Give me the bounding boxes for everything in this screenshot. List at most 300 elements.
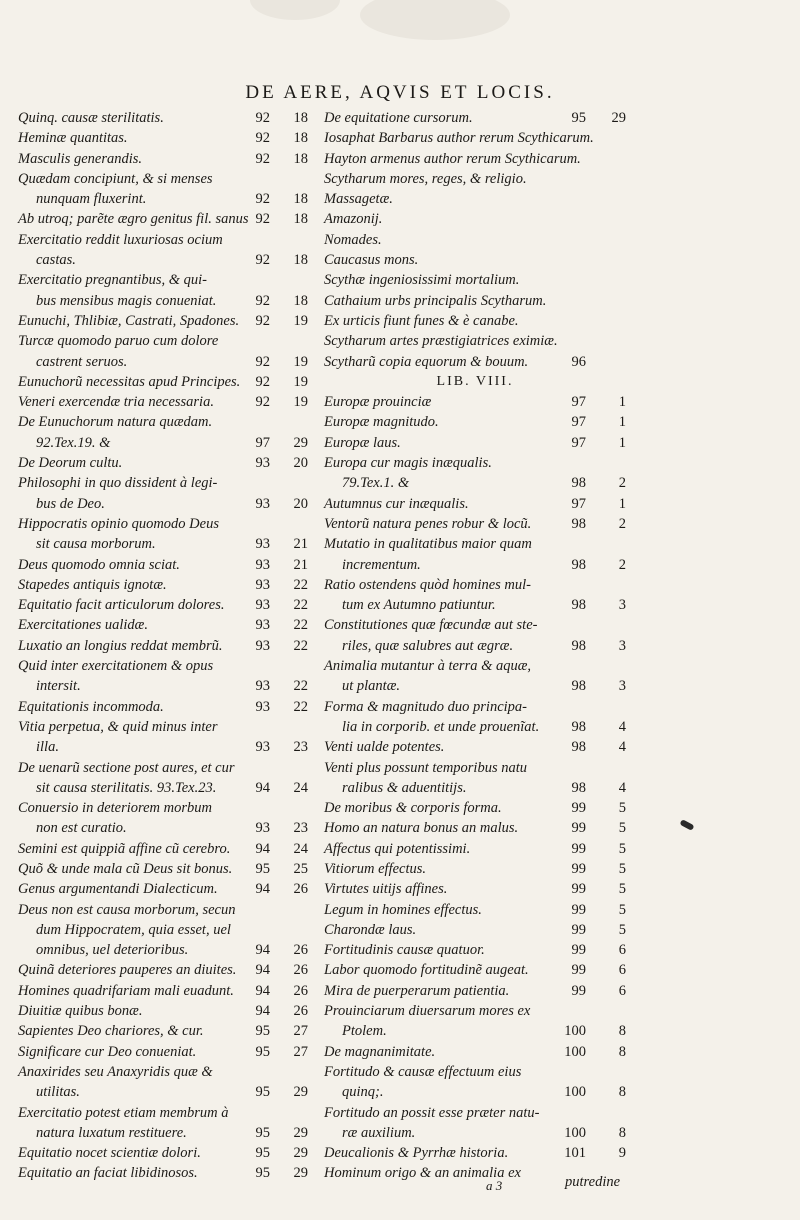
index-entry <box>18 818 316 838</box>
index-entry <box>18 169 316 189</box>
entry-text: Ex urticis fiunt funes & è canabe. <box>324 312 519 329</box>
index-entry <box>18 656 316 676</box>
section-number: 25 <box>293 860 308 877</box>
page-number: 92 <box>255 252 270 269</box>
index-entry <box>324 575 626 595</box>
entry-text: Fortitudinis causæ quatuor. <box>324 942 485 959</box>
index-entry <box>324 676 626 696</box>
index-entry <box>18 575 316 595</box>
section-number: 5 <box>618 800 626 817</box>
entry-text: Animalia mutantur à terra & aquæ, <box>324 658 532 675</box>
index-entry <box>18 940 316 960</box>
section-number: 5 <box>618 840 626 857</box>
entry-text: 79.Tex.1. & <box>342 475 410 492</box>
page-number: 99 <box>571 840 586 857</box>
index-entry <box>18 392 316 412</box>
entry-text: Caucasus mons. <box>324 252 419 269</box>
section-number: 18 <box>293 110 308 126</box>
page-number: 95 <box>255 1084 270 1101</box>
section-number: 1 <box>618 414 626 431</box>
index-entry <box>18 250 316 270</box>
page-number: 94 <box>255 982 270 999</box>
entry-text: Mutatio in qualitatibus maior quam <box>324 536 532 553</box>
section-number: 5 <box>618 860 626 877</box>
page-number: 92 <box>255 312 270 329</box>
entry-text: Mira de puerperarum patientia. <box>324 982 510 999</box>
page-number: 93 <box>255 739 270 756</box>
entry-text: Ventorũ natura penes robur & locũ. <box>324 515 532 532</box>
index-entry <box>18 960 316 980</box>
page-number: 98 <box>571 597 586 614</box>
section-number: 22 <box>293 698 308 715</box>
index-entry <box>324 697 626 717</box>
index-entry <box>324 169 626 189</box>
page-number: 92 <box>255 394 270 411</box>
entry-text: Ab utroq; parẽte ægro genitus fil. sanus <box>18 211 249 228</box>
page-number: 99 <box>571 942 586 959</box>
entry-text: Eunuchi, Thlibiæ, Castrati, Spadones. <box>18 312 240 329</box>
entry-text: ut plantæ. <box>342 678 401 695</box>
section-number: 22 <box>293 678 308 695</box>
index-entry <box>324 1082 626 1102</box>
entry-text: 92.Tex.19. & <box>36 434 111 451</box>
index-entry <box>18 1021 316 1041</box>
entry-text: Massagetæ. <box>324 191 393 208</box>
entry-text: Exercitatio pregnantibus, & qui- <box>18 272 208 289</box>
entry-text: Deus quomodo omnia sciat. <box>18 556 180 573</box>
entry-text: Constitutiones quæ fœcundæ aut ste- <box>324 617 538 634</box>
entry-text: Hominum origo & an animalia ex <box>324 1165 521 1182</box>
entry-text: Homines quadrifariam mali euadunt. <box>18 982 234 999</box>
page-number: 98 <box>571 739 586 756</box>
section-number: 4 <box>618 739 626 756</box>
page-number: 100 <box>564 1023 586 1040</box>
entry-text: Deucalionis & Pyrrhæ historia. <box>324 1145 509 1162</box>
index-entry <box>324 392 626 412</box>
page-number: 92 <box>255 191 270 208</box>
page-number: 99 <box>571 820 586 837</box>
section-number: 29 <box>293 1165 308 1182</box>
page-number: 99 <box>571 881 586 898</box>
index-entry <box>18 433 316 453</box>
entry-text: Cathaium urbs principalis Scytharum. <box>324 292 547 309</box>
section-number: 3 <box>618 597 626 614</box>
section-number: 24 <box>293 779 308 796</box>
index-entry <box>18 108 316 128</box>
index-entry <box>18 636 316 656</box>
entry-text: Exercitatio reddit luxuriosas ocium <box>18 231 223 248</box>
index-entry <box>324 108 626 128</box>
page-number: 95 <box>255 860 270 877</box>
page-number: 93 <box>255 698 270 715</box>
entry-text: Quinã deteriores pauperes an diuites. <box>18 962 237 979</box>
page-number: 98 <box>571 515 586 532</box>
section-number: 20 <box>293 455 308 472</box>
page-number: 97 <box>571 495 586 512</box>
section-number: 18 <box>293 292 308 309</box>
entry-text: Affectus qui potentissimi. <box>324 840 471 857</box>
page-number: 98 <box>571 718 586 735</box>
section-number: 26 <box>293 1003 308 1020</box>
section-number: 19 <box>293 394 308 411</box>
entry-text: bus mensibus magis conueniat. <box>36 292 217 309</box>
section-number: 22 <box>293 617 308 634</box>
page-number: 93 <box>255 455 270 472</box>
section-number: 6 <box>618 982 626 999</box>
entry-text: Iosaphat Barbarus author rerum Scythicarum. <box>324 130 594 147</box>
index-column-right <box>324 108 626 1184</box>
page-number: 94 <box>255 840 270 857</box>
entry-text: Philosophi in quo dissident à legi- <box>18 475 218 492</box>
index-entry <box>324 473 626 493</box>
entry-text: Europa cur magis inæqualis. <box>324 455 492 472</box>
entry-text: LIB. VIII. <box>436 373 514 389</box>
entry-text: castrent seruos. <box>36 353 128 370</box>
index-entry <box>324 900 626 920</box>
entry-text: Exercitationes ualidæ. <box>18 617 148 634</box>
index-entry <box>324 209 626 229</box>
entry-text: Virtutes uitijs affines. <box>324 881 448 898</box>
index-entry <box>18 209 316 229</box>
index-entry <box>18 981 316 1001</box>
index-entry <box>18 270 316 290</box>
entry-text: Prouinciarum diuersarum mores ex <box>324 1003 531 1020</box>
entry-text: omnibus, uel deterioribus. <box>36 942 189 959</box>
section-number: 19 <box>293 373 308 390</box>
entry-text: Amazonij. <box>324 211 383 228</box>
section-number: 18 <box>293 191 308 208</box>
page-number: 98 <box>571 556 586 573</box>
entry-text: De Deorum cultu. <box>18 455 123 472</box>
index-entry <box>18 473 316 493</box>
index-entry <box>18 291 316 311</box>
entry-text: Eunuchorũ necessitas apud Principes. <box>18 373 241 390</box>
entry-text: Masculis generandis. <box>18 150 143 167</box>
entry-text: De uenarũ sectione post aures, et cur <box>18 759 235 776</box>
entry-text: De Eunuchorum natura quædam. <box>18 414 213 431</box>
page-number: 94 <box>255 942 270 959</box>
page-number: 93 <box>255 617 270 634</box>
index-entry <box>18 189 316 209</box>
index-entry <box>324 879 626 899</box>
index-entry <box>324 940 626 960</box>
index-entry <box>18 453 316 473</box>
section-number: 4 <box>618 718 626 735</box>
entry-text: Scytharum mores, reges, & religio. <box>324 170 527 187</box>
page-number: 97 <box>571 414 586 431</box>
page-number: 95 <box>255 1043 270 1060</box>
entry-text: castas. <box>36 252 76 269</box>
entry-text: De equitatione cursorum. <box>324 110 473 126</box>
index-entry <box>18 859 316 879</box>
entry-text: Venti plus possunt temporibus natu <box>324 759 528 776</box>
entry-text: Ratio ostendens quòd homines mul- <box>324 576 532 593</box>
entry-text: Europæ prouinciæ <box>324 394 432 411</box>
entry-text: Quid inter exercitationem & opus <box>18 658 214 675</box>
index-entry <box>18 514 316 534</box>
entry-text: Europæ laus. <box>324 434 401 451</box>
page-number: 99 <box>571 800 586 817</box>
entry-text: Anaxirides seu Anaxyridis quæ & <box>18 1063 213 1080</box>
section-number: 29 <box>293 1145 308 1162</box>
index-entry <box>324 595 626 615</box>
page-number: 92 <box>255 130 270 147</box>
entry-text: ræ auxilium. <box>342 1124 416 1141</box>
page-number: 95 <box>255 1165 270 1182</box>
index-entry <box>18 412 316 432</box>
section-number: 5 <box>618 921 626 938</box>
section-number: 26 <box>293 881 308 898</box>
entry-text: Conuersio in deteriorem morbum <box>18 800 212 817</box>
index-entry <box>324 433 626 453</box>
page-number: 99 <box>571 921 586 938</box>
entry-text: Homo an natura bonus an malus. <box>324 820 519 837</box>
page-number: 100 <box>564 1084 586 1101</box>
index-entry <box>18 494 316 514</box>
page-number: 92 <box>255 211 270 228</box>
entry-text: Hippocratis opinio quomodo Deus <box>18 515 219 532</box>
entry-text: Autumnus cur inæqualis. <box>324 495 469 512</box>
index-entry <box>324 615 626 635</box>
index-entry <box>324 1021 626 1041</box>
entry-text: Equitationis incommoda. <box>18 698 164 715</box>
section-number: 8 <box>618 1124 626 1141</box>
entry-text: Vitiorum effectus. <box>324 860 427 877</box>
page-number: 97 <box>571 394 586 411</box>
section-number: 18 <box>293 252 308 269</box>
entry-text: natura luxatum restituere. <box>36 1124 187 1141</box>
section-number: 23 <box>293 739 308 756</box>
index-entry <box>18 1082 316 1102</box>
entry-text: Nomades. <box>324 231 382 248</box>
page-number: 99 <box>571 982 586 999</box>
index-entry <box>324 412 626 432</box>
index-entry <box>18 1103 316 1123</box>
index-entry <box>324 920 626 940</box>
index-entry <box>18 1163 316 1183</box>
index-entry <box>18 900 316 920</box>
index-entry <box>324 250 626 270</box>
page-number: 95 <box>255 1145 270 1162</box>
section-number: 21 <box>293 556 308 573</box>
index-entry <box>324 291 626 311</box>
entry-text: ralibus & aduentitijs. <box>342 779 467 796</box>
entry-text: riles, quæ salubres aut ægræ. <box>342 637 514 654</box>
entry-text: Charondæ laus. <box>324 921 417 938</box>
index-entry <box>324 534 626 554</box>
entry-text: Quõ & unde mala cũ Deus sit bonus. <box>18 860 233 877</box>
index-entry <box>324 1001 626 1021</box>
index-entry <box>18 1042 316 1062</box>
index-entry <box>324 230 626 250</box>
entry-text: Quinq. causæ sterilitatis. <box>18 110 164 126</box>
entry-text: Ptolem. <box>342 1023 387 1040</box>
section-number: 26 <box>293 962 308 979</box>
section-number: 22 <box>293 637 308 654</box>
section-number: 4 <box>618 779 626 796</box>
page-number: 99 <box>571 860 586 877</box>
index-entry <box>18 615 316 635</box>
index-entry <box>18 555 316 575</box>
section-number: 9 <box>618 1145 626 1162</box>
index-entry <box>324 636 626 656</box>
entry-text: dum Hippocratem, quia esset, uel <box>36 921 231 938</box>
index-entry <box>324 859 626 879</box>
page-number: 92 <box>255 373 270 390</box>
section-number: 27 <box>293 1043 308 1060</box>
entry-text: Scythæ ingeniosissimi mortalium. <box>324 272 520 289</box>
page-number: 97 <box>571 434 586 451</box>
section-number: 29 <box>293 1084 308 1101</box>
section-number: 8 <box>618 1084 626 1101</box>
entry-text: Scytharũ copia equorum & bouum. <box>324 353 529 370</box>
entry-text: non est curatio. <box>36 820 127 837</box>
index-entry <box>324 514 626 534</box>
index-entry <box>324 656 626 676</box>
index-entry <box>324 1143 626 1163</box>
index-entry <box>18 839 316 859</box>
section-number: 1 <box>618 394 626 411</box>
index-entry <box>18 595 316 615</box>
section-number: 2 <box>618 515 626 532</box>
entry-text: De moribus & corporis forma. <box>324 800 502 817</box>
section-number: 22 <box>293 597 308 614</box>
section-number: 22 <box>293 576 308 593</box>
index-entry <box>324 352 626 372</box>
running-header: DE AERE, AQVIS ET LOCIS. <box>245 82 555 103</box>
index-entry <box>324 839 626 859</box>
index-entry <box>18 1143 316 1163</box>
page-number: 94 <box>255 881 270 898</box>
entry-text: nunquam fluxerint. <box>36 191 147 208</box>
section-number: 18 <box>293 130 308 147</box>
index-entry <box>324 737 626 757</box>
entry-text: Sapientes Deo chariores, & cur. <box>18 1023 204 1040</box>
page-number: 94 <box>255 779 270 796</box>
entry-text: Equitatio facit articulorum dolores. <box>18 597 225 614</box>
index-entry <box>324 1123 626 1143</box>
section-number: 23 <box>293 820 308 837</box>
page-number: 94 <box>255 1003 270 1020</box>
index-entry <box>18 1062 316 1082</box>
entry-text: Fortitudo an possit esse præter natu- <box>324 1104 540 1121</box>
entry-text: Europæ magnitudo. <box>324 414 439 431</box>
page-number: 93 <box>255 576 270 593</box>
entry-text: bus de Deo. <box>36 495 105 512</box>
index-entry <box>18 879 316 899</box>
section-number: 26 <box>293 942 308 959</box>
section-number: 3 <box>618 637 626 654</box>
index-entry <box>324 331 626 351</box>
index-entry <box>18 372 316 392</box>
entry-text: tum ex Autumno patiuntur. <box>342 597 496 614</box>
index-entry <box>324 494 626 514</box>
paper-stain <box>250 0 340 20</box>
index-entry <box>18 1001 316 1021</box>
ink-blot <box>679 819 694 831</box>
section-number: 2 <box>618 475 626 492</box>
entry-text: Stapedes antiquis ignotæ. <box>18 576 167 593</box>
page-number: 93 <box>255 495 270 512</box>
index-entry <box>324 128 626 148</box>
index-entry <box>18 230 316 250</box>
page-number: 93 <box>255 536 270 553</box>
entry-text: illa. <box>36 739 59 756</box>
page-number: 98 <box>571 678 586 695</box>
index-entry <box>18 534 316 554</box>
entry-text: Semini est quippiã affine cũ cerebro. <box>18 840 231 857</box>
index-entry <box>324 149 626 169</box>
page-number: 97 <box>255 434 270 451</box>
section-heading <box>324 372 626 392</box>
page-number: 95 <box>571 110 586 126</box>
section-number: 1 <box>618 495 626 512</box>
page-number: 98 <box>571 779 586 796</box>
index-entry <box>18 149 316 169</box>
section-number: 26 <box>293 982 308 999</box>
entry-text: Vitia perpetua, & quid minus inter <box>18 718 218 735</box>
entry-text: Veneri exercendæ tria necessaria. <box>18 394 214 411</box>
index-entry <box>18 920 316 940</box>
section-number: 24 <box>293 840 308 857</box>
index-entry <box>324 1042 626 1062</box>
entry-text: De magnanimitate. <box>324 1043 436 1060</box>
section-number: 19 <box>293 312 308 329</box>
entry-text: Venti ualde potentes. <box>324 739 445 756</box>
section-number: 18 <box>293 211 308 228</box>
index-entry <box>324 189 626 209</box>
index-entry <box>18 1123 316 1143</box>
index-entry <box>324 758 626 778</box>
entry-text: Turcæ quomodo paruo cum dolore <box>18 333 219 350</box>
index-entry <box>324 818 626 838</box>
page-number: 98 <box>571 637 586 654</box>
index-entry <box>324 453 626 473</box>
page-number: 99 <box>571 962 586 979</box>
section-number: 27 <box>293 1023 308 1040</box>
page-number: 93 <box>255 820 270 837</box>
index-entry <box>18 778 316 798</box>
page-number: 96 <box>571 353 586 370</box>
entry-text: Scytharum artes præstigiatrices eximiæ. <box>324 333 558 350</box>
section-number: 29 <box>293 434 308 451</box>
entry-text: Legum in homines effectus. <box>324 901 482 918</box>
page-number: 100 <box>564 1124 586 1141</box>
section-number: 21 <box>293 536 308 553</box>
section-number: 3 <box>618 678 626 695</box>
section-number: 19 <box>293 353 308 370</box>
section-number: 1 <box>618 434 626 451</box>
page-number: 93 <box>255 597 270 614</box>
section-number: 5 <box>618 901 626 918</box>
signature-mark: a 3 <box>486 1178 503 1193</box>
entry-text: Fortitudo & causæ effectuum eius <box>324 1063 522 1080</box>
index-entry <box>18 352 316 372</box>
page-number: 92 <box>255 292 270 309</box>
page-number: 99 <box>571 901 586 918</box>
index-entry <box>18 798 316 818</box>
entry-text: quinq;. <box>342 1084 384 1101</box>
page-number: 101 <box>564 1145 586 1162</box>
index-entry <box>18 717 316 737</box>
entry-text: Equitatio nocet scientiæ dolori. <box>18 1145 201 1162</box>
entry-text: intersit. <box>36 678 81 695</box>
page-number: 94 <box>255 962 270 979</box>
index-entry <box>324 1103 626 1123</box>
entry-text: Exercitatio potest etiam membrum à <box>18 1104 229 1121</box>
section-number: 6 <box>618 962 626 979</box>
index-entry <box>18 697 316 717</box>
